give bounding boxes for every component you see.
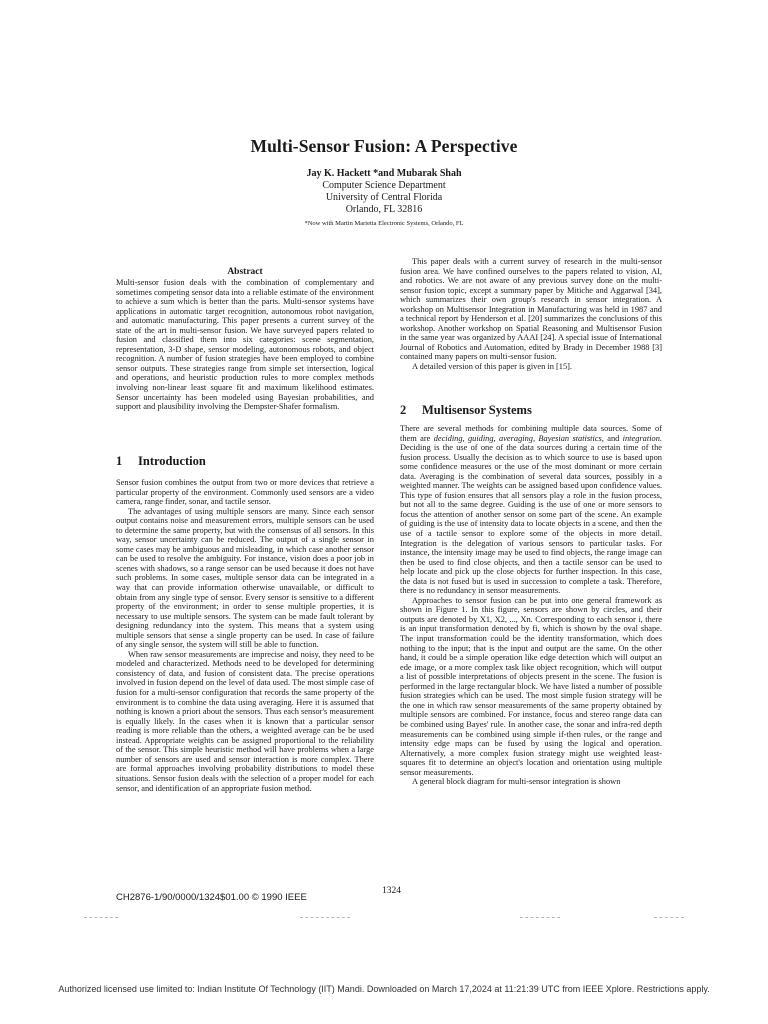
divider: [84, 917, 118, 918]
author-block: [0, 168, 768, 228]
paragraph: [400, 424, 662, 596]
paper-title: Multi-Sensor Fusion: A Perspective: [250, 136, 518, 156]
section-heading-multisensor: [400, 403, 532, 418]
paragraph: Sensor fusion combines the output from two or more devices that retrieve a particular property of the environment. Commonly used sensors are a video camera, range finder, sonar, and tactile sensor.: [116, 478, 374, 507]
abstract-heading: Abstract: [227, 267, 263, 277]
paragraph: Approaches to sensor fusion can be put into one general framework as shown in Figure 1. In this figure, sensors are shown by circles, and their outputs are denoted by X1, X2, ..., Xn. Corresponding to each sensor i, there is an input transformation denoted by fi, which is shown by the oval shape. The input transformation could be the identity transformation, which does nothing to the input; that is the input and output are the same. On the other hand, it could be a simple operation like edge detection which will output an ede image, or a more complex task like object recognition, which will output a list of possible interpretations of objects present in the scene. The fusion is performed in the large rectangular block. We have listed a number of possible fusion strategies which can be used. The most simple fusion strategy will be the one in which raw sensor measurements of the same property obtained by multiple sensors are combined. For instance, focus and stereo range data can be combined using Bayes' rule. In another case, the sonar and infra-red depth measurements can be combined using simple if-then rules, or the range and intensity edge maps can be fused by using the logical and operation. Alternatively, a more complex fusion strategy might use weighted least-squares fit to determine an object's location and orientation using multiple sensor measurements.: [400, 595, 662, 777]
divider: [520, 917, 560, 918]
section-number: 2: [400, 403, 407, 417]
multisensor-body: [400, 424, 662, 787]
author-footnote: *Now with Martin Marietta Electronic Systems, Orlando, FL: [304, 220, 464, 227]
author-names: Jay K. Hackett *and Mubarak Shah: [306, 168, 462, 179]
section-heading-introduction: [116, 454, 206, 469]
survey-body: [400, 257, 662, 372]
paragraph: This paper deals with a current survey of research in the multi-sensor fusion area. We have confined ourselves to the papers related to vision, AI, and robotics. We are not aware of any previous survey done on the multi-sensor fusion topic, except a summary paper by Mitiche and Aggarwal [34], which summarizes their own group's research in sensor integration. A workshop on Multisensor Integration in Manufacturing was held in 1987 and a technical report by Henderson et al. [20] summarizes the conclusions of this workshop. Another workshop on Spatial Reasoning and Multisensor Fusion in the same year was organized by AAAI [24]. A special issue of International Journal of Robotics and Automation, edited by Brady in December 1988 [3] contained many papers on multi-sensor fusion.: [400, 257, 662, 362]
text-run: and: [603, 433, 623, 443]
license-footer: Authorized licensed use limited to: Indian Institute Of Technology (IIT) Mandi. Downloaded on March 17,2024 at 11:21:39 UTC from IEEE Xplore. Restrictions apply.: [58, 984, 710, 994]
divider: [654, 917, 684, 918]
author-university: University of Central Florida: [325, 192, 443, 203]
abstract-text: [116, 278, 374, 412]
page-number: 1324: [382, 886, 401, 896]
section-number: 1: [116, 454, 123, 468]
emphasis: integration.: [622, 433, 662, 443]
section-title: Introduction: [138, 454, 206, 468]
abstract-paragraph: Multi-sensor fusion deals with the combination of complementary and sometimes competing sensor data into a reliable estimate of the environment to achieve a sum which is better than the parts. Multi-sensor systems have applications in automatic target recognition, autonomous robot navigation, and automatic manufacturing. This paper presents a current survey of the state of the art in multi-sensor fusion. We have surveyed papers related to fusion and classified them into six categories: scene segmentation, representation, 3-D shape, sensor modeling, autonomous robots, and object recognition. A number of fusion strategies have been employed to combine sensor outputs. These strategies range from simple set intersection, logical and operations, and heuristic production rules to more complex methods involving non-linear least square fit and maximum likelihood estimates. Sensor uncertainty has been modeled using Bayesian probabilities, and support and plausibility involving the Dempster-Shafer formalism.: [116, 278, 374, 412]
divider: [300, 917, 350, 918]
section-title: Multisensor Systems: [422, 403, 532, 417]
emphasis: deciding, guiding, averaging, Bayesian statistics,: [433, 433, 604, 443]
paragraph: A detailed version of this paper is given in [15].: [412, 362, 573, 372]
paragraph: The advantages of using multiple sensors are many. Since each sensor output contains noise and measurement errors, multiple sensors can be used to determine the same property, but with the consensus of all sensors. In this way, sensor uncertainty can be reduced. The output of a single sensor in some cases may be ambiguous and misleading, in which case another sensor can be used to resolve the ambiguity. For instance, vision does a poor job in scenes with shadows, so a range sensor can be used because it does not have such problems. In some cases, multiple sensor data can be integrated in a way that can provide information otherwise unavailable, or difficult to obtain from any single type of sensor. Every sensor is sensitive to a different property of the environment; in order to sense multiple properties, it is necessary to use multiple sensors. The system can be made fault tolerant by designing redundancy into the system. This means that a system using multiple sensors that sense a single property can be used. In case of failure of any single sensor, the system will still be able to function.: [116, 506, 374, 650]
copyright-notice: CH2876-1/90/0000/1324$01.00 © 1990 IEEE: [116, 892, 307, 903]
paragraph: When raw sensor measurements are imprecise and noisy, they need to be modeled and characterized. Methods need to be developed for determining consistency of data, and fusion of consistent data. The precise operations involved in fusion depend on the level of data used. The most simple case of fusion for a multi-sensor configuration that records the same property of the environment is to combine the data using averaging. Here it is assumed that nothing is known a priori about the sensors. Thus each sensor's measurement is equally likely. In the cases when it is known that a particular sensor reading is more reliable than the others, a weighted average can be be used instead. Appropriate weights can be assigned proportional to the reliability of the sensor. This simple heuristic method will have problems when a large number of sensors are used and sensor interaction is more complex. There are formal approaches involving probability distributions to model these situations. Sensor fusion deals with the selection of a proper model for each sensor, and identification of an appropriate fusion method.: [116, 649, 374, 793]
introduction-body: [116, 478, 374, 793]
author-department: Computer Science Department: [322, 180, 446, 191]
text-run: There are several methods for combining multiple data sources. Some of them are: [400, 424, 662, 443]
author-location: Orlando, FL 32816: [345, 204, 423, 215]
paragraph: A general block diagram for multi-sensor integration is shown: [412, 777, 621, 787]
text-run: Deciding is the use of one of the data sources during a certain time of the fusion process. Usually the decision as to which source to use is based upon some confidence measures or the use of the most dominant or more certain data. Averaging is the combination of several data sources, possibly in a weighted manner. The weights can be assigned based upon confidence values. This type of fusion ensures that all sensors play a role in the fusion process, but not all to the same degree. Guiding is the use of one or more sensors to focus the attention of another sensor on some part of the scene. An example of guiding is the use of intensity data to locate objects in a scene, and then the use of a tactile sensor to explore some of the objects in more detail. Integration is the delegation of various sensors to particular tasks. For instance, the intensity image may be used to find objects, the range image can then be used to find close objects, and then a tactile sensor can be used to help locate and pick up the close objects for further inspection. In this case, the data is not fused but is used in succession to complete a task. Therefore, there is no redundancy in sensor measurements.: [400, 443, 662, 596]
